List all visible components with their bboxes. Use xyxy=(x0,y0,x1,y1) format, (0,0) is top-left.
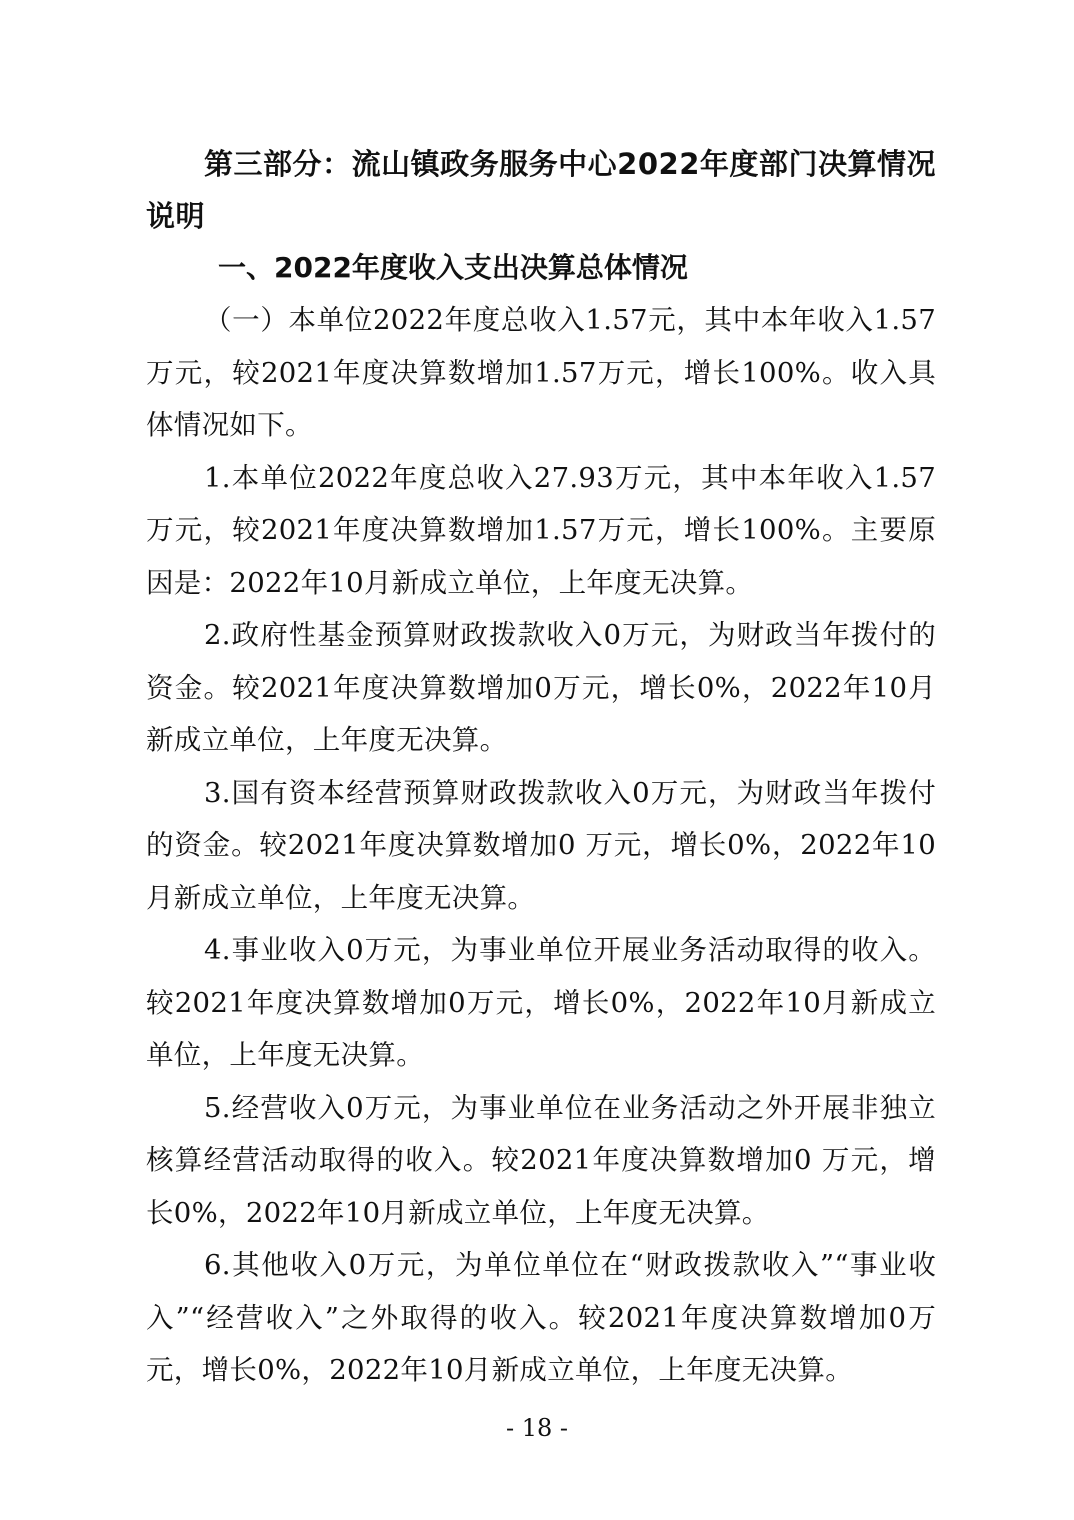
paragraph-item-3: 3.国有资本经营预算财政拨款收入0万元，为财政当年拨付的资金。较2021年度决算数增加0 万元，增长0%，2022年10月新成立单位，上年度无决算。 xyxy=(146,776,936,914)
section-heading: 一、2022年度收入支出决算总体情况 xyxy=(218,251,688,284)
page-content xyxy=(146,138,936,1397)
page-number: - 18 - xyxy=(505,1414,568,1442)
paragraph-item-6: 6.其他收入0万元，为单位单位在“财政拨款收入”“事业收入”“经营收入”之外取得的收入。较2021年度决算数增加0万元，增长0%，2022年10月新成立单位，上年度无决算。 xyxy=(146,1249,936,1386)
paragraph-item-2: 2.政府性基金预算财政拨款收入0万元，为财政当年拨付的资金。较2021年度决算数增加0万元，增长0%，2022年10月新成立单位，上年度无决算。 xyxy=(146,619,936,756)
paragraph-item-4: 4.事业收入0万元，为事业单位开展业务活动取得的收入。较2021年度决算数增加0万元，增长0%，2022年10月新成立单位，上年度无决算。 xyxy=(146,934,936,1071)
paragraph-item-5: 5.经营收入0万元，为事业单位在业务活动之外开展非独立核算经营活动取得的收入。较2021年度决算数增加0 万元，增长0%，2022年10月新成立单位，上年度无决算。 xyxy=(146,1091,936,1229)
paragraph-overview: （一）本单位2022年度总收入1.57元，其中本年收入1.57万元，较2021年度决算数增加1.57万元，增长100%。收入具体情况如下。 xyxy=(146,304,936,441)
paragraph-item-1: 1.本单位2022年度总收入27.93万元，其中本年收入1.57万元，较2021年度决算数增加1.57万元，增长100%。主要原因是：2022年10月新成立单位，上年度无决算。 xyxy=(146,461,936,599)
document-title: 第三部分：流山镇政务服务中心2022年度部门决算情况说明 xyxy=(146,147,936,233)
